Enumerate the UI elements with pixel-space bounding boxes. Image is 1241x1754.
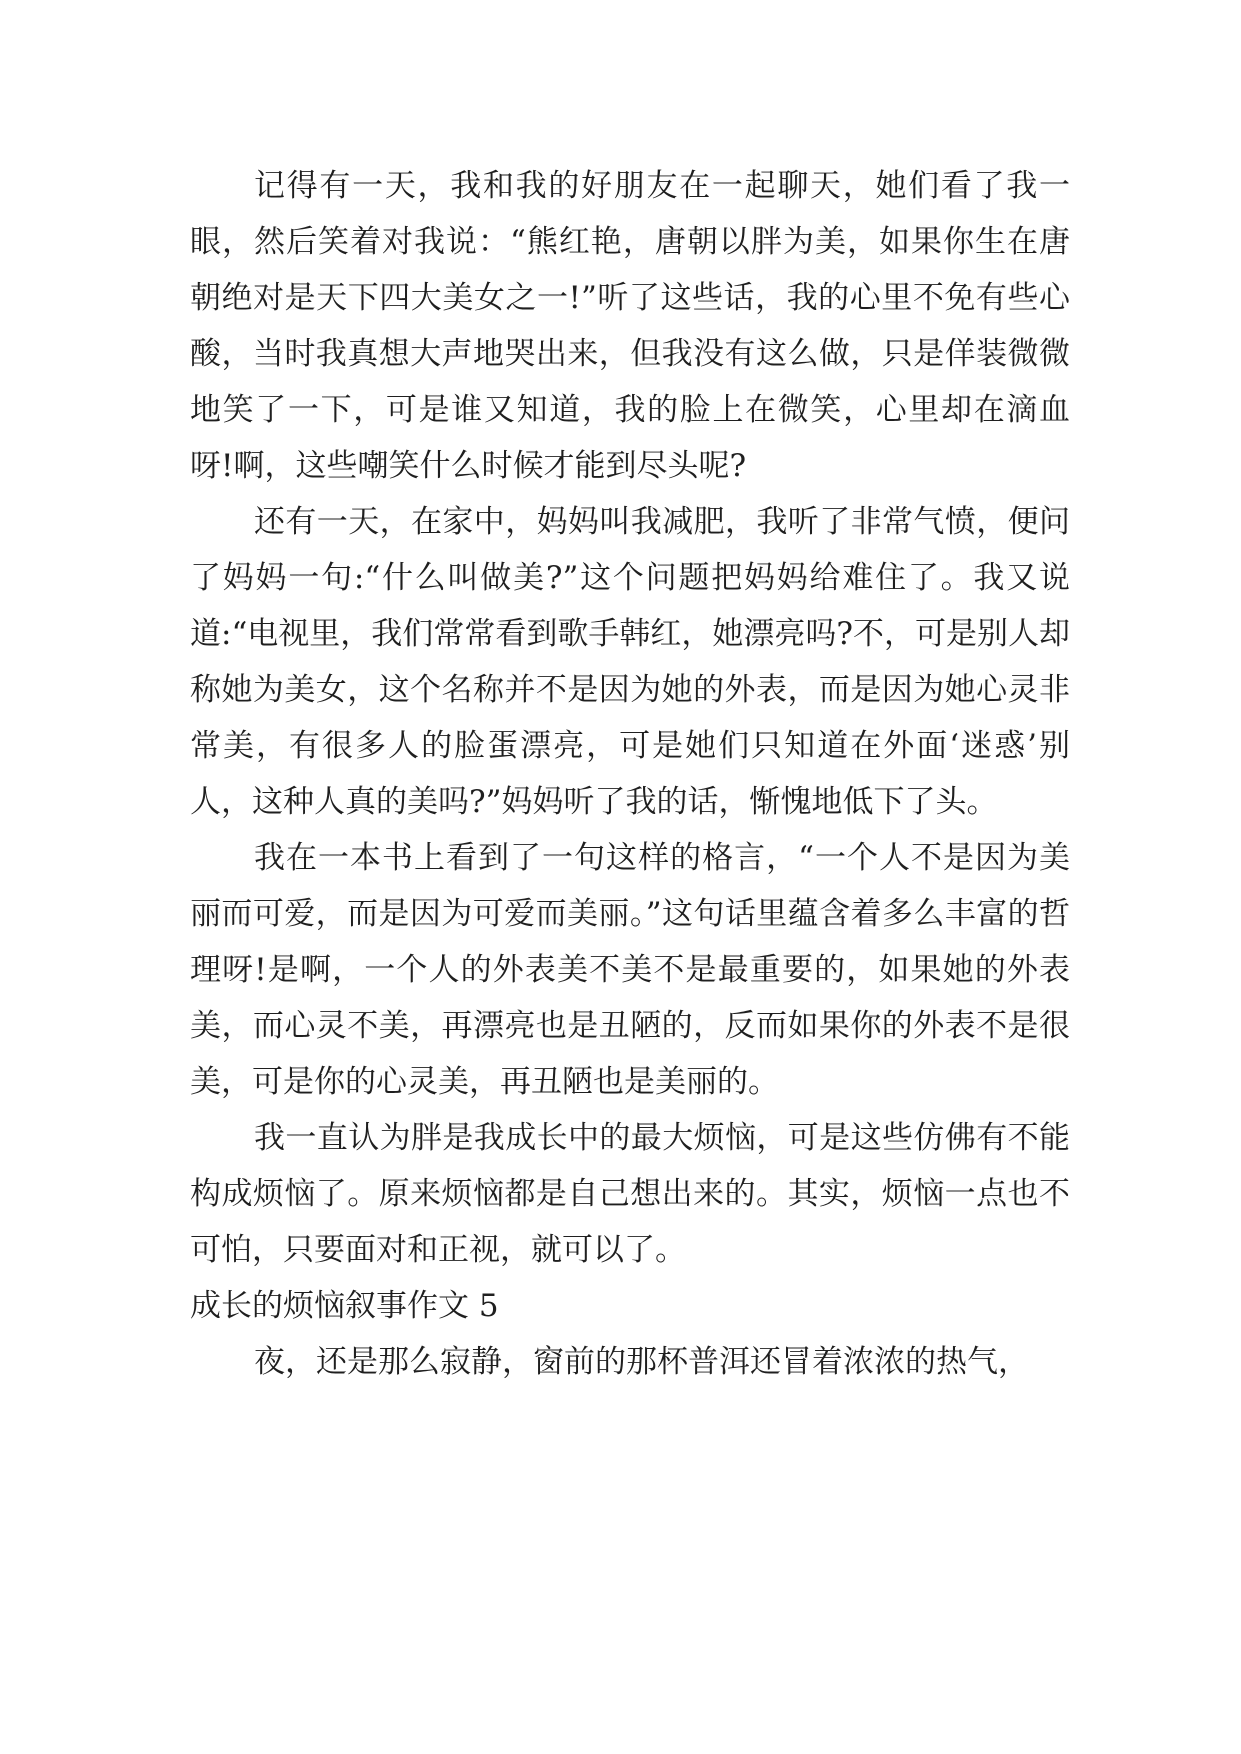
- essay-heading: 成长的烦恼叙事作文 5: [190, 1288, 499, 1324]
- paragraph-3: 我在一本书上看到了一句这样的格言，“一个人不是因为美丽而可爱，而是因为可爱而美丽。”这句话里蕴含着多么丰富的哲理呀!是啊，一个人的外表美不美不是最重要的，如果她的外表美，而心灵不美，再漂亮也是丑陋的，反而如果你的外表不是很美，可是你的心灵美，再丑陋也是美丽的。: [190, 840, 1070, 1100]
- paragraph-1: 记得有一天，我和我的好朋友在一起聊天，她们看了我一眼，然后笑着对我说：“熊红艳，唐朝以胖为美，如果你生在唐朝绝对是天下四大美女之一!”听了这些话，我的心里不免有些心酸，当时我真想大声地哭出来，但我没有这么做，只是佯装微微地笑了一下，可是谁又知道，我的脸上在微笑，心里却在滴血呀!啊，这些嘲笑什么时候才能到尽头呢?: [190, 168, 1070, 484]
- paragraph-4: 我一直认为胖是我成长中的最大烦恼，可是这些仿佛有不能构成烦恼了。原来烦恼都是自己想出来的。其实，烦恼一点也不可怕，只要面对和正视，就可以了。: [190, 1120, 1070, 1268]
- document-body: [190, 158, 1070, 1390]
- paragraph-5: 夜，还是那么寂静，窗前的那杯普洱还冒着浓浓的热气，: [254, 1344, 1029, 1380]
- paragraph-2: 还有一天，在家中，妈妈叫我减肥，我听了非常气愤，便问了妈妈一句:“什么叫做美?”这个问题把妈妈给难住了。我又说道:“电视里，我们常常看到歌手韩红，她漂亮吗?不，可是别人却称她为美女，这个名称并不是因为她的外表，而是因为她心灵非常美，有很多人的脸蛋漂亮，可是她们只知道在外面‘迷惑’别人，这种人真的美吗?”妈妈听了我的话，惭愧地低下了头。: [190, 504, 1070, 820]
